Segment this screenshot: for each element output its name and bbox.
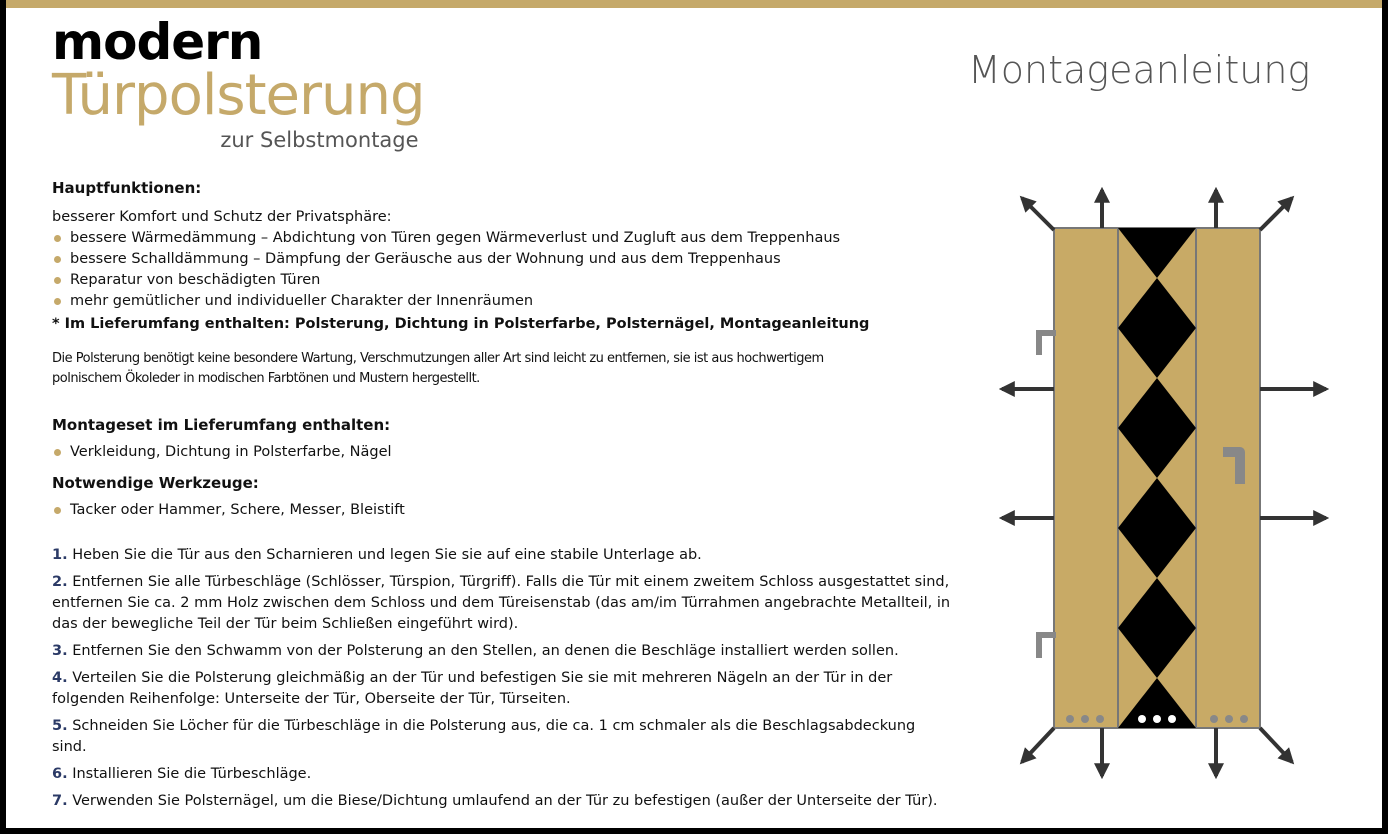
steps-list [52, 545, 952, 812]
step-number: 6. [52, 766, 68, 782]
step-text: Verteilen Sie die Polsterung gleichmäßig an der Tür und befestigen Sie sie mit mehreren Nägeln an der Tür in der folgenden Reihenfolge: Unterseite der Tür, Oberseite der Tür, Türseiten. [52, 670, 893, 707]
list-item: mehr gemütlicher und individueller Charakter der Innenräumen [52, 291, 952, 312]
list-item: Verkleidung, Dichtung in Polsterfarbe, Nägel [52, 442, 952, 463]
description [52, 349, 952, 389]
tools-list [52, 500, 952, 521]
document-title: Montageanleitung [968, 48, 1311, 92]
tools-heading: Notwendige Werkzeuge: [52, 474, 259, 492]
brand-logo [52, 12, 425, 152]
brand-line-sub: zur Selbstmontage [220, 128, 419, 152]
step-item [52, 716, 952, 758]
step-item [52, 641, 952, 662]
functions-intro: besserer Komfort und Schutz der Privatsphäre: [52, 209, 392, 225]
kit-list [52, 442, 952, 463]
instructions-text [52, 178, 952, 818]
description-line: Die Polsterung benötigt keine besondere Wartung, Verschmutzungen aller Art sind leicht zu entfernen, sie ist aus hochwertigem [52, 351, 824, 366]
step-item [52, 572, 952, 635]
step-number: 5. [52, 718, 68, 734]
brand-line-main: Türpolsterung [52, 63, 425, 128]
list-item: bessere Schalldämmung – Dämpfung der Geräusche aus der Wohnung und aus dem Treppenhaus [52, 249, 952, 270]
step-item [52, 791, 952, 812]
step-number: 3. [52, 643, 68, 659]
step-text: Installieren Sie die Türbeschläge. [72, 766, 312, 782]
step-text: Verwenden Sie Polsternägel, um die Biese/Dichtung umlaufend an der Tür zu befestigen (außer der Unterseite der Tür). [72, 793, 938, 809]
functions-list [52, 228, 952, 312]
step-item [52, 668, 952, 710]
kit-heading: Montageset im Lieferumfang enthalten: [52, 416, 391, 434]
description-line: polnischem Ökoleder in modischen Farbtönen und Mustern hergestellt. [52, 371, 480, 386]
step-number: 2. [52, 574, 68, 590]
brand-line-modern: modern [52, 13, 263, 71]
step-number: 7. [52, 793, 68, 809]
functions-heading: Hauptfunktionen: [52, 179, 202, 197]
step-number: 1. [52, 547, 68, 563]
step-number: 4. [52, 670, 68, 686]
door-diagram [986, 178, 1336, 788]
step-text: Entfernen Sie alle Türbeschläge (Schlösser, Türspion, Türgriff). Falls die Tür mit einem zweitem Schloss ausgestattet sind, entfernen Sie ca. 2 mm Holz zwischen dem Schloss und dem Türeisenstab (das am/im Türrahmen angebrachte Metallteil, in das der bewegliche Teil der Tür beim Schließen eingeführt wird). [52, 574, 951, 632]
list-item: Tacker oder Hammer, Schere, Messer, Bleistift [52, 500, 952, 521]
page [6, 0, 1382, 828]
step-text: Entfernen Sie den Schwamm von der Polsterung an den Stellen, an denen die Beschläge installiert werden sollen. [72, 643, 899, 659]
list-item: bessere Wärmedämmung – Abdichtung von Türen gegen Wärmeverlust und Zugluft aus dem Treppenhaus [52, 228, 952, 249]
step-item [52, 764, 952, 785]
step-item [52, 545, 952, 566]
step-text: Heben Sie die Tür aus den Scharnieren und legen Sie sie auf eine stabile Unterlage ab. [72, 547, 702, 563]
list-item: Reparatur von beschädigten Türen [52, 270, 952, 291]
step-text: Schneiden Sie Löcher für die Türbeschläge in die Polsterung aus, die ca. 1 cm schmaler als die Beschlagsabdeckung sind. [52, 718, 916, 755]
delivery-note: * Im Lieferumfang enthalten: Polsterung, Dichtung in Polsterfarbe, Polsternägel, Montageanleitung [52, 316, 870, 332]
